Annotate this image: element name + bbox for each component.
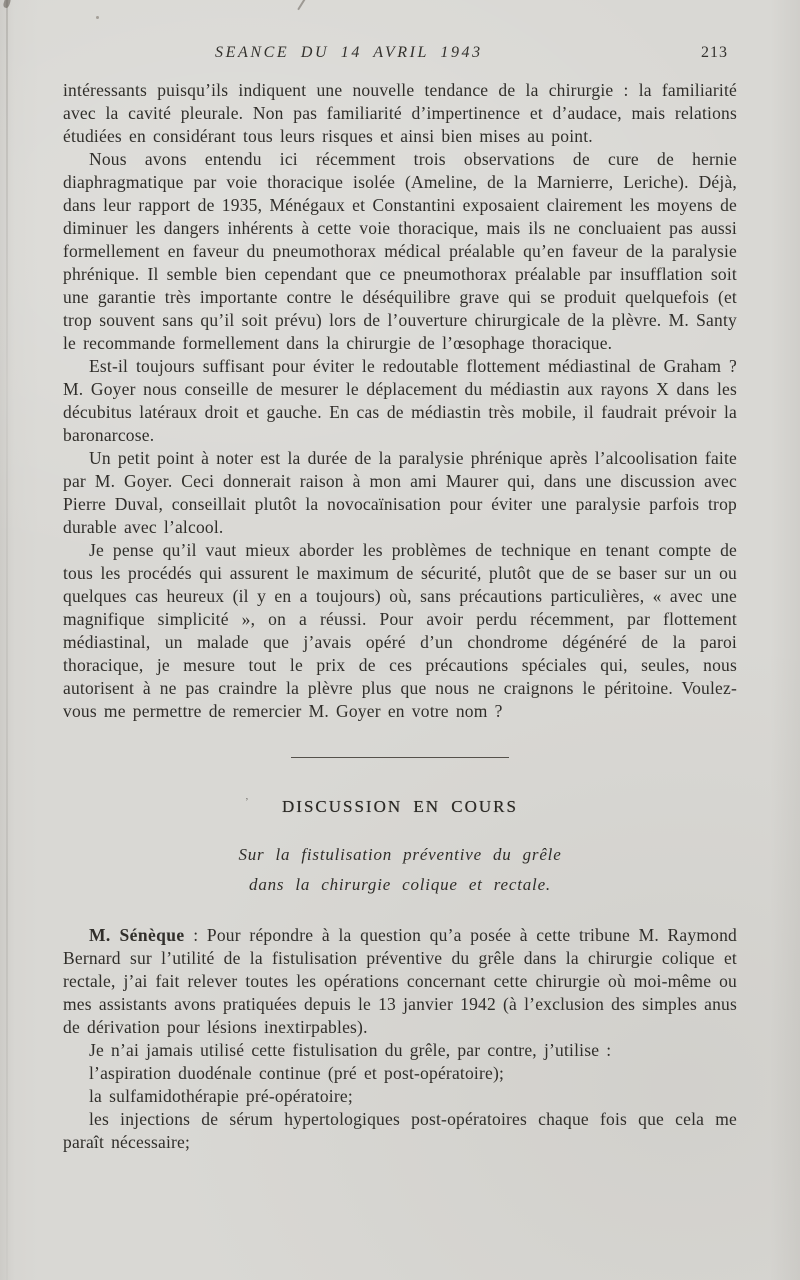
list-intro-line: Je n’ai jamais utilisé cette fistulisation du grêle, par contre, j’utilise : bbox=[89, 1040, 612, 1060]
section-divider-rule bbox=[291, 757, 509, 758]
article-body bbox=[63, 79, 737, 1154]
paragraph-3: Est-il toujours suffisant pour éviter le redoutable flottement médiastinal de Graham ? M. Goyer nous conseille de mesurer le déplacement du médiastin aux rayons X dans les décubitus latéraux droit et gauche. En cas de médiastin très mobile, il faudrait prévoir la baronarcose. bbox=[63, 356, 737, 445]
scan-artifact-dot bbox=[96, 16, 99, 19]
page-content bbox=[63, 44, 737, 1154]
subtitle-line-1: Sur la fistulisation préventive du grêle bbox=[238, 845, 562, 864]
paragraph-1: intéressants puisqu’ils indiquent une nouvelle tendance de la chirurgie : la familiarité avec la cavité pleurale. Non pas familiarité d’impertinence et d’audace, mais relations étudiées en considérant tous leurs risques et ainsi bien mises au point. bbox=[63, 80, 737, 146]
speaker-name: M. Sénèque bbox=[89, 925, 185, 945]
list-item-2: la sulfamidothérapie pré-opératoire; bbox=[89, 1086, 353, 1106]
section-heading-block bbox=[63, 795, 737, 818]
running-head bbox=[63, 44, 737, 66]
scan-artifact-corner-speck bbox=[2, 0, 11, 9]
scan-artifact-top-scratch bbox=[297, 0, 307, 10]
page-number: 213 bbox=[701, 44, 728, 61]
speaker-statement: : Pour répondre à la question qu’a posée à cette tribune M. Raymond Bernard sur l’utilité de la fistulisation préventive du grêle dans la chirurgie colique et rectale, j’ai fait relever toutes les opérations concernant cette chirurgie où moi-même ou mes assistants avons pratiquées depuis le 13 janvier 1942 (à l’exclusion des simples anus de dérivation pour lésions inextirpables). bbox=[63, 925, 738, 1037]
subtitle-line-2: dans la chirurgie colique et rectale. bbox=[249, 875, 551, 894]
speaker-paragraph bbox=[63, 924, 737, 1039]
paragraph-5: Je pense qu’il vaut mieux aborder les problèmes de technique en tenant compte de tous les procédés qui assurent le maximum de sécurité, plutôt que de se baser sur un ou quelques cas heureux (il y en a toujours) où, sans précautions particulières, « avec une magnifique simplicité », on a réussi. Pour avoir perdu récemment, par flottement médiastinal, un malade que j’avais opéré d’un chondrome dégénéré de la paroi thoracique, je mesure tout le prix de ces précautions spéciales qui, seules, nous autorisent à ne pas craindre la plèvre plus que nous ne craignons le péritoine. Voulez-vous me permettre de remercier M. Goyer en votre nom ? bbox=[63, 540, 737, 721]
discussion-subtitle bbox=[63, 840, 737, 900]
list-item-3: les injections de sérum hypertologiques post-opératoires chaque fois que cela me paraît nécessaire; bbox=[63, 1109, 737, 1152]
section-heading: DISCUSSION EN COURS bbox=[282, 797, 518, 816]
session-title: SEANCE DU 14 AVRIL 1943 bbox=[215, 44, 483, 61]
paragraph-2: Nous avons entendu ici récemment trois observations de cure de hernie diaphragmatique par voie thoracique isolée (Ameline, de la Marnierre, Leriche). Déjà, dans leur rapport de 1935, Ménégaux et Constantini exposaient clairement les moyens de diminuer les dangers inhérents à cette voie thoracique, mais ils ne concluaient pas aussi formellement en faveur du pneumothorax médical préalable qu’en faveur de la paralysie phrénique. Il semble bien cependant que ce pneumothorax préalable par insufflation soit une garantie très importante contre le déséquilibre grave qui se produit quelquefois (et trop souvent sans qu’il soit prévu) lors de l’ouverture chirurgicale de la plèvre. M. Santy le recommande formellement dans la chirurgie de l’œsophage thoracique. bbox=[63, 149, 737, 353]
scan-artifact-left-edge bbox=[6, 0, 8, 1280]
paragraph-4: Un petit point à noter est la durée de la paralysie phrénique après l’alcoolisation faite par M. Goyer. Ceci donnerait raison à mon ami Maurer qui, dans une discussion avec Pierre Duval, conseillait plutôt la novocaïnisation pour éviter une paralysie parfois trop durable avec l’alcool. bbox=[63, 448, 737, 537]
list-item-1: l’aspiration duodénale continue (pré et post-opératoire); bbox=[89, 1063, 505, 1083]
scan-artifact-mark: ’ bbox=[245, 796, 249, 808]
